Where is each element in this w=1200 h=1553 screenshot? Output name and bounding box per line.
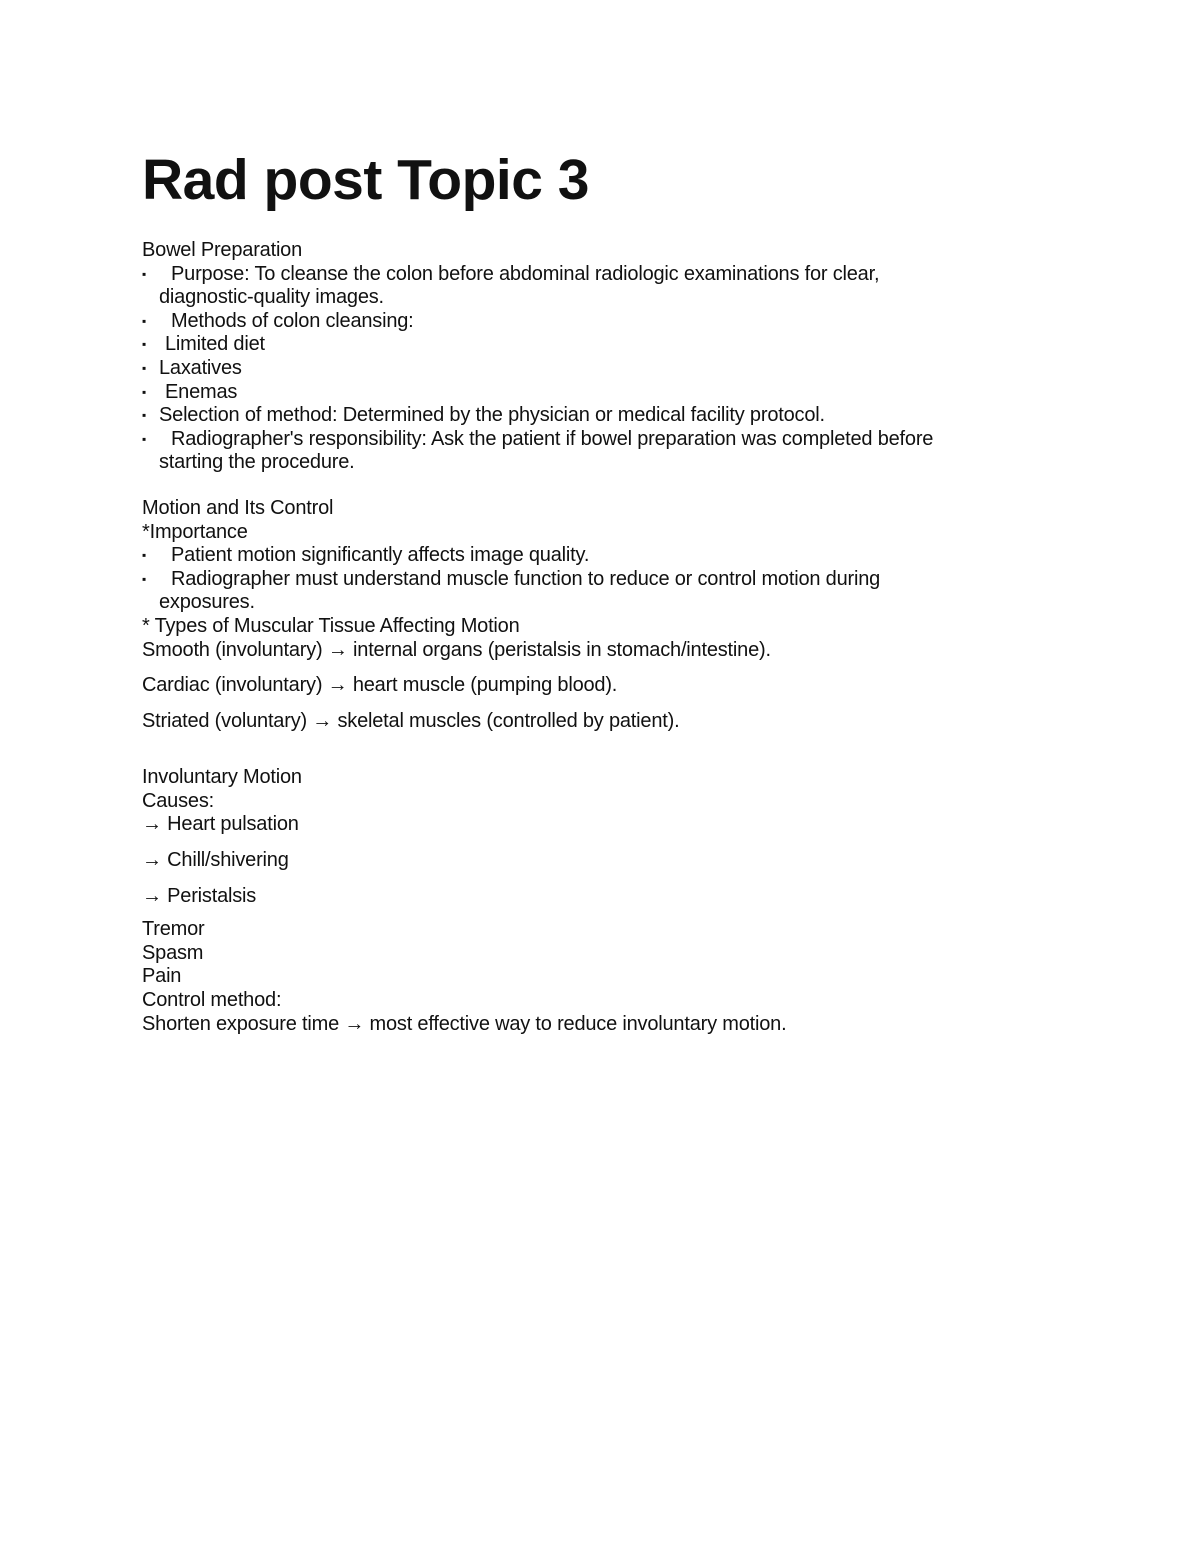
cause-peristalsis: → Peristalsis [142,884,257,907]
list-item-text: Selection of method: Determined by the physician or medical facility protocol. [159,404,825,427]
muscle-type-striated: Striated (voluntary) → skeletal muscles (controlled by patient). [142,709,680,732]
bullet-icon: ▪ [142,431,147,446]
muscle-type-cardiac: Cardiac (involuntary) → heart muscle (pumping blood). [142,674,618,697]
list-item-text: Radiographer's responsibility: Ask the patient if bowel preparation was completed before [171,427,934,450]
subheading-control-method: Control method: [142,989,282,1012]
list-item-continuation: starting the procedure. [159,451,355,474]
list-item-continuation: diagnostic-quality images. [159,286,384,309]
subheading-types: * Types of Muscular Tissue Affecting Motion [142,614,520,637]
cause-pain: Pain [142,965,182,988]
control-method-text: Shorten exposure time → most effective way to reduce involuntary motion. [142,1012,787,1035]
list-item-text: Radiographer must understand muscle function to reduce or control motion during [171,567,881,590]
document-page [142,148,1102,1036]
cause-chill-shivering: → Chill/shivering [142,849,289,872]
list-item-text: Limited diet [165,333,265,356]
list-item-text: Enemas [165,380,238,403]
list-item [142,333,1102,357]
list-item [142,404,1102,428]
muscle-type-smooth: Smooth (involuntary) → internal organs (peristalsis in stomach/intestine). [142,638,771,661]
bullet-icon: ▪ [142,408,147,423]
bullet-icon: ▪ [142,360,147,375]
list-item-continuation: exposures. [159,591,255,614]
subheading-importance: *Importance [142,520,248,543]
bullet-icon: ▪ [142,384,147,399]
list-item-text: Purpose: To cleanse the colon before abdominal radiologic examinations for clear, [171,262,880,285]
list-item [142,428,1102,475]
list-item [142,381,1102,405]
bullet-icon: ▪ [142,266,147,281]
bullet-icon: ▪ [142,548,147,563]
bullet-icon: ▪ [142,337,147,352]
section-heading-involuntary: Involuntary Motion [142,766,302,789]
page-title: Rad post Topic 3 [142,148,589,212]
cause-heart-pulsation: → Heart pulsation [142,813,299,836]
list-item-text: Patient motion significantly affects image quality. [171,544,590,567]
cause-tremor: Tremor [142,918,205,941]
list-item-text: Laxatives [159,356,242,379]
list-item [142,544,1102,568]
section-heading-motion: Motion and Its Control [142,496,334,519]
bullet-icon: ▪ [142,313,147,328]
subheading-causes: Causes: [142,789,214,812]
list-item [142,568,1102,615]
list-item [142,263,1102,310]
bullet-icon: ▪ [142,571,147,586]
list-item [142,310,1102,334]
section-heading-bowel: Bowel Preparation [142,239,303,261]
list-item [142,357,1102,381]
list-item-text: Methods of colon cleansing: [171,309,414,332]
cause-spasm: Spasm [142,941,204,964]
